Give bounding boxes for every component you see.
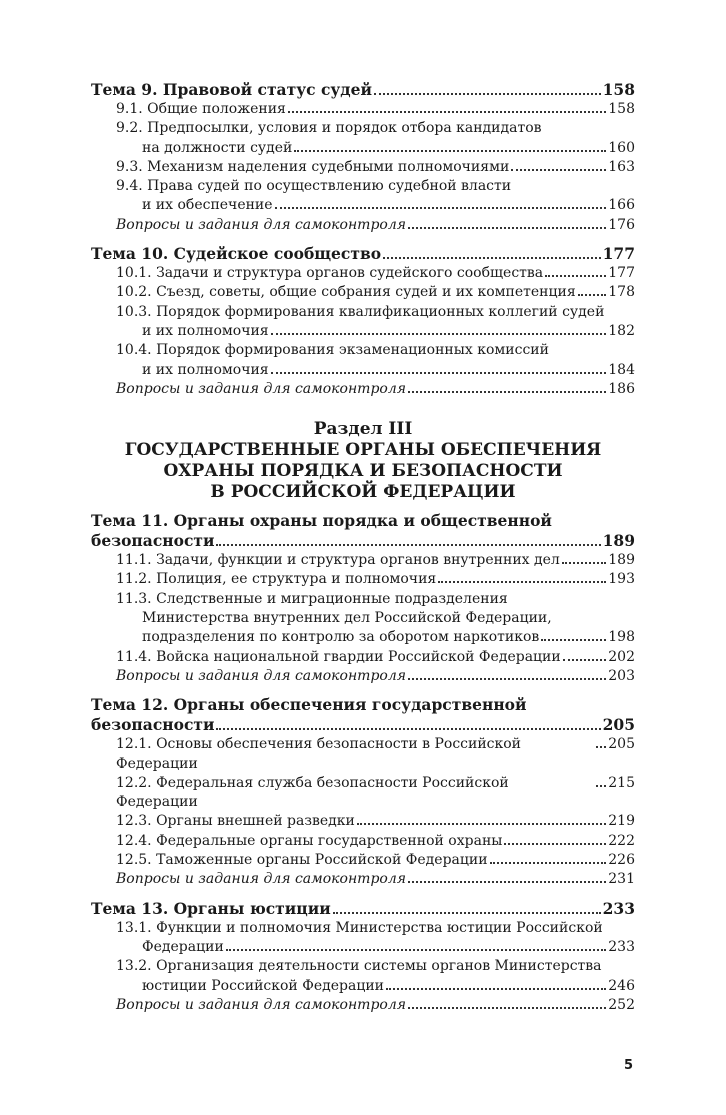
page-ref: 177 [602,244,635,264]
questions-title: Вопросы и задания для самоконтроля [116,871,407,888]
section-title-line: ГОСУДАРСТВЕННЫЕ ОРГАНЫ ОБЕСПЕЧЕНИЯ [124,440,602,461]
leader-dots [504,843,606,845]
entry-title: 11.2. Полиция, ее структура и полномочия [116,571,437,588]
leader-dots [490,862,607,864]
page-ref: 233 [608,938,635,955]
page-ref: 246 [608,977,635,994]
leader-dots [386,988,606,990]
leader-dots [408,678,606,680]
page-ref: 202 [608,648,635,665]
entry-title: 12.1. Основы обеспечения безопасности в Российской Федерации [116,736,522,772]
questions-title: Вопросы и задания для самоконтроля [116,667,407,684]
leader-dots [408,1007,606,1009]
leader-dots [578,294,607,296]
page-number: 5 [624,1058,634,1073]
leader-dots [541,639,606,641]
page-ref: 177 [608,265,635,282]
section-heading [91,419,635,503]
entry-title-cont: и их полномочия [142,361,269,378]
page-ref: 160 [608,139,635,156]
leader-dots [383,257,601,259]
entry-title-cont: Федерации [142,938,224,955]
leader-dots [408,881,606,883]
entry-title-cont: на должности судей [142,139,293,156]
page-ref: 189 [602,531,635,551]
entry-title: 10.3. Порядок формирования квалификационных коллегий судей [116,303,605,320]
questions-title: Вопросы и задания для самоконтроля [116,380,407,397]
leader-dots [226,949,606,951]
page-ref: 178 [608,284,635,301]
topic-title-cont: безопасности [91,715,215,735]
entry-title-cont: подразделения по контролю за оборотом наркотиков [142,629,540,646]
entry-title: 11.3. Следственные и миграционные подразделения [116,590,508,607]
section-title-line: В РОССИЙСКОЙ ФЕДЕРАЦИИ [210,482,516,503]
section-title-line: ОХРАНЫ ПОРЯДКА И БЕЗОПАСНОСТИ [163,461,563,482]
leader-dots [275,207,607,209]
toc-entry-10-4[interactable] [91,341,635,380]
entry-title: 10.2. Съезд, советы, общие собрания судей и их компетенция [116,284,576,301]
table-of-contents [91,80,635,1015]
page-ref: 203 [608,667,635,684]
toc-entry-9-3[interactable] [91,158,635,177]
entry-title: 13.1. Функции и полномочия Министерства юстиции Российской [116,919,603,936]
entry-title: 9.1. Общие положения [116,101,286,117]
toc-topic-12[interactable] [91,695,635,735]
topic-title: Тема 12. Органы обеспечения государственной [91,695,527,715]
leader-dots [562,562,606,564]
toc-entry-13-2[interactable] [91,957,635,996]
entry-title: 9.3. Механизм наделения судебными полномочиями [116,158,510,175]
page-ref: 193 [608,571,635,588]
leader-dots [408,391,606,393]
page-ref: 219 [608,813,635,830]
page-ref: 222 [608,832,635,849]
questions-title: Вопросы и задания для самоконтроля [116,216,407,233]
toc-questions-13[interactable] [91,996,635,1015]
page-ref: 184 [608,361,635,378]
leader-dots [271,372,607,374]
toc-entry-12-4[interactable] [91,832,635,851]
toc-entry-11-3[interactable] [91,590,635,648]
toc-entry-10-1[interactable] [91,264,635,283]
leader-dots [271,333,607,335]
leader-dots [545,275,606,277]
leader-dots [511,169,606,171]
toc-questions-10[interactable] [91,380,635,399]
page-ref: 182 [608,322,635,339]
topic-title-cont: безопасности [91,531,215,551]
toc-entry-9-2[interactable] [91,119,635,158]
entry-title-cont: юстиции Российской Федерации [142,977,384,994]
questions-title: Вопросы и задания для самоконтроля [116,996,407,1013]
page-ref: 166 [608,197,635,214]
entry-title: 11.4. Войска национальной гвардии Российской Федерации [116,648,561,665]
leader-dots [374,93,601,95]
toc-entry-12-2[interactable] [91,774,635,813]
entry-title-cont: Министерства внутренних дел Российской Федерации, [142,610,552,627]
entry-title-cont: и их обеспечение [142,197,273,214]
topic-title: Тема 10. Судейское сообщество [91,244,382,264]
toc-topic-11[interactable] [91,511,635,551]
toc-topic-13[interactable] [91,899,635,919]
toc-topic-9[interactable] [91,80,635,100]
entry-title-cont: и их полномочия [142,322,269,339]
page-ref: 226 [608,852,635,869]
page-ref: 158 [608,101,635,117]
entry-title: 11.1. Задачи, функции и структура органов внутренних дел [116,552,560,569]
toc-entry-11-2[interactable] [91,570,635,589]
page-ref: 189 [608,552,635,569]
leader-dots [438,581,606,583]
toc-entry-12-3[interactable] [91,812,635,831]
page-ref: 205 [608,736,635,753]
toc-entry-9-4[interactable] [91,177,635,216]
entry-title: 9.4. Права судей по осуществлению судебной власти [116,178,512,195]
entry-title: 12.3. Органы внешней разведки [116,813,355,830]
topic-title: Тема 13. Органы юстиции [91,898,331,918]
leader-dots [357,823,606,825]
toc-entry-9-1[interactable] [91,100,635,119]
entry-title: 12.5. Таможенные органы Российской Федерации [116,852,488,869]
page-ref: 205 [602,715,635,735]
leader-dots [216,728,600,730]
leader-dots [408,227,606,229]
toc-questions-12[interactable] [91,870,635,889]
toc-questions-9[interactable] [91,216,635,235]
toc-topic-10[interactable] [91,244,635,264]
page-ref: 215 [608,774,635,791]
entry-title: 9.2. Предпосылки, условия и порядок отбора кандидатов [116,120,542,137]
page-ref: 186 [608,380,635,397]
entry-title: 10.4. Порядок формирования экзаменационных комиссий [116,342,549,359]
toc-questions-11[interactable] [91,667,635,686]
leader-dots [333,912,601,914]
page-ref: 198 [608,629,635,646]
leader-dots [563,659,607,661]
leader-dots [596,785,606,787]
entry-title: 12.2. Федеральная служба безопасности Российской Федерации [116,774,509,811]
toc-entry-10-3[interactable] [91,303,635,342]
entry-title: 13.2. Организация деятельности системы органов Министерства [116,958,602,975]
toc-entry-11-1[interactable] [91,551,635,570]
leader-dots [596,746,606,748]
section-label: Раздел III [313,419,413,440]
page-ref: 163 [608,158,635,175]
toc-entry-11-4[interactable] [91,648,635,667]
page-ref: 176 [608,216,635,233]
topic-title: Тема 9. Правовой статус судей [91,80,372,99]
toc-entry-12-1[interactable] [91,735,635,774]
leader-dots [288,111,606,113]
page-ref: 233 [602,898,635,918]
leader-dots [216,544,600,546]
toc-entry-13-1[interactable] [91,919,635,958]
page-ref: 158 [602,80,635,99]
page-ref: 231 [608,871,635,888]
leader-dots [294,150,606,152]
toc-entry-10-2[interactable] [91,283,635,302]
page-ref: 252 [608,996,635,1013]
topic-title: Тема 11. Органы охраны порядка и общественной [91,511,552,531]
entry-title: 10.1. Задачи и структура органов судейского сообщества [116,265,544,282]
toc-entry-12-5[interactable] [91,851,635,870]
entry-title: 12.4. Федеральные органы государственной охраны [116,832,503,849]
